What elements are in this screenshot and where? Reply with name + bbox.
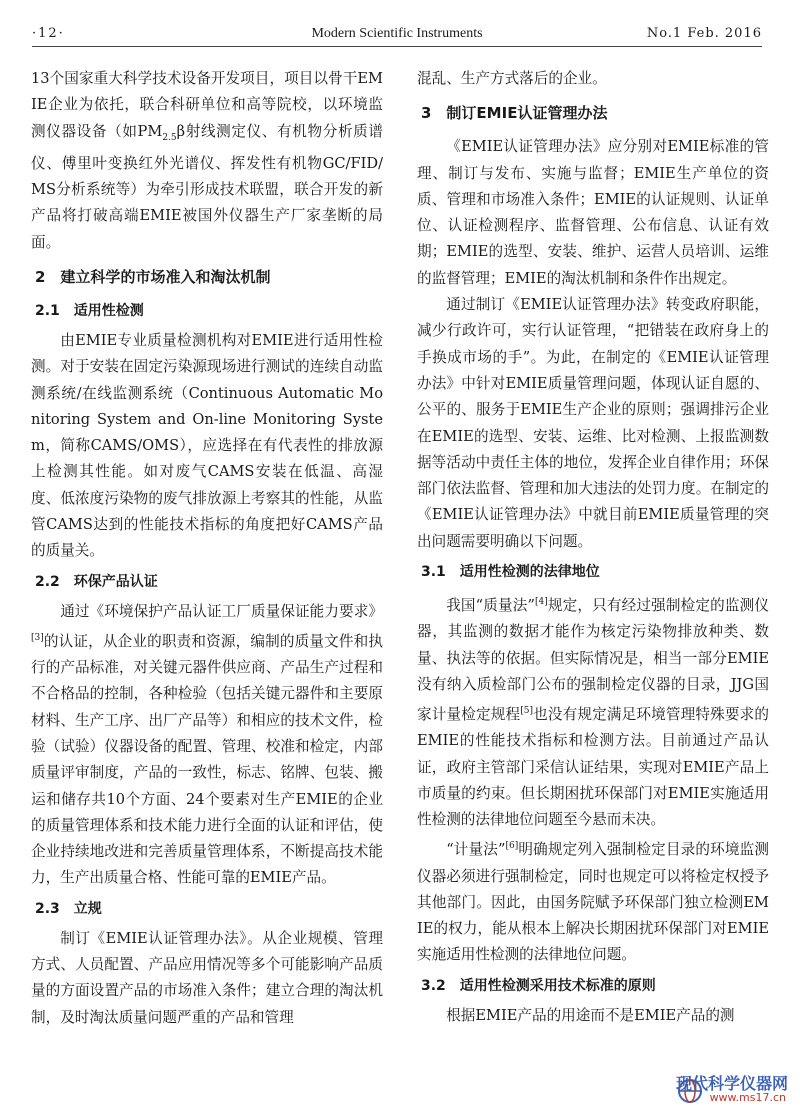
journal-title: Modern Scientific Instruments bbox=[311, 26, 483, 41]
paragraph: 《EMIE认证管理办法》应分别对EMIE标准的管理、制订与发布、实施与监督；EMIE生产单位的资质、管理和市场准入条件；EMIE的认证规则、认证单位、认证检测程序、监督管理、公布信息、认证有效期；EMIE的选型、安装、维护、运营人员培训、运维的监督管理；EMIE的淘汰机制和条件作出规定。 bbox=[417, 138, 769, 287]
watermark-url: www.ms17.cn bbox=[709, 1091, 786, 1104]
paragraph: 通过制订《EMIE认证管理办法》转变政府职能，减少行政许可，实行认证管理，“把错装在政府身上的手换成市场的手”。为此，在制定的《EMIE认证管理办法》中针对EMIE质量管理问题，体现认证自愿的、公平的、服务于EMIE生产企业的原则；强调排污企业在EMIE的选型、安装、运维、比对检测、上报监测数据等活动中责任主体的地位，发挥企业自律作用；环保部门依法监督、管理和加大违法的处罚力度。在制定的《EMIE认证管理办法》中就目前EMIE质量管理的突出问题需要明确以下问题。 bbox=[417, 296, 769, 550]
section-heading-3-2: 3.2 适用性检测采用技术标准的原则 bbox=[421, 977, 656, 994]
page-number: ·12· bbox=[32, 26, 65, 41]
watermark-name: 现代科学仪器网 bbox=[675, 1074, 788, 1093]
issue-info: No.1 Feb. 2016 bbox=[646, 26, 762, 41]
paragraph: 制订《EMIE认证管理办法》。从企业规模、管理方式、人员配置、产品应用情况等多个可能影响产品质量的方面设置产品的市场准入条件；建立合理的淘汰机制，及时淘汰质量问题严重的产品和管理 bbox=[31, 929, 383, 1026]
running-header bbox=[32, 22, 762, 47]
paragraph: 13个国家重大科学技术设备开发项目，项目以骨干EMIE企业为依托，联合科研单位和高等院校，以环境监测仪器设备（如$PM_{2.5}\beta$射线测定仪、有机物分析质谱仪、傅里叶变换红外光谱仪、挥发性有机物GC/FID/MS分析系统等）为牵引形成技术联盟，联合开发的新产品将打破高端EMIE被国外仪器生产厂家垄断的局面。 bbox=[31, 70, 383, 251]
citation: [4] bbox=[535, 597, 548, 608]
paragraph: 我国“质量法”[4]规定，只有经过强制检定的监测仪器，其监测的数据才能作为核定污染物排放种类、数量、执法等的依据。但实际情况是，相当一部分EMIE没有纳入质检部门公布的强制检定仪器的目录，JJG国家计量检定规程[5]也没有规定满足环境管理特殊要求的EMIE的性能技术指标和检测方法。目前通过产品认证，政府主管部门采信认证结果，实现对EMIE产品上市质量的约束。但长期困扰环保部门对EMIE实施适用性检测的法律地位问题至今悬而未决。 bbox=[417, 596, 769, 829]
section-heading-2-1: 2.1 适用性检测 bbox=[35, 302, 144, 319]
section-heading-2-3: 2.3 立规 bbox=[35, 900, 102, 917]
section-heading-3-1: 3.1 适用性检测的法律地位 bbox=[421, 564, 600, 581]
citation: [5] bbox=[520, 706, 533, 717]
paragraph: 混乱、生产方式落后的企业。 bbox=[417, 70, 607, 87]
right-column bbox=[417, 66, 769, 1029]
site-watermark bbox=[674, 1069, 792, 1109]
section-heading-2-2: 2.2 环保产品认证 bbox=[35, 573, 158, 590]
section-heading-2: 2 建立科学的市场准入和淘汰机制 bbox=[35, 267, 271, 286]
section-heading-3: 3 制订EMIE认证管理办法 bbox=[421, 104, 608, 123]
citation: [6] bbox=[505, 841, 519, 852]
left-column bbox=[31, 66, 383, 1031]
paragraph: 根据EMIE产品的用途而不是EMIE产品的测 bbox=[446, 1006, 735, 1024]
paragraph: 由EMIE专业质量检测机构对EMIE进行适用性检测。对于安装在固定污染源现场进行测试的连续自动监测系统/在线监测系统（Continuous Automatic Monitoring System and On-line Monitoring System，简称CAMS/OMS），应选择在有代表性的排放源上检测其性能。如对废气CAMS安装在低温、高湿度、低浓度污染物的废气排放源上考察其的性能，从监管CAMS达到的性能技术指标的角度把好CAMS产品的质量关。 bbox=[31, 331, 383, 560]
subscript: 2.5 bbox=[162, 132, 177, 143]
citation: [3] bbox=[31, 632, 44, 643]
paragraph: “计量法”[6]明确规定列入强制检定目录的环境监测仪器必须进行强制检定，同时也规定可以将检定权授予其他部门。因此，由国务院赋予环保部门独立检测EMIE的权力，能从根本上解决长期困扰环保部门对EMIE实施适用性检测的法律地位问题。 bbox=[417, 841, 769, 964]
paragraph: 通过《环境保护产品认证工厂质量保证能力要求》[3]的认证，从企业的职责和资源，编制的质量文件和执行的产品标准，对关键元器件供应商、产品生产过程和不合格品的控制，各种检验（包括关键元器件和主要原材料、生产工序、出厂产品等）和相应的技术文件，检验（试验）仪器设备的配置、管理、校准和检定，内部质量评审制度，产品的一致性，标志、铭牌、包装、搬运和储存共10个方面、24个要素对生产EMIE的企业的质量管理体系和技术能力进行全面的认证和评估，使企业持续地改进和完善质量管理体系，不断提高技术能力，生产出质量合格、性能可靠的EMIE产品。 bbox=[31, 602, 383, 887]
